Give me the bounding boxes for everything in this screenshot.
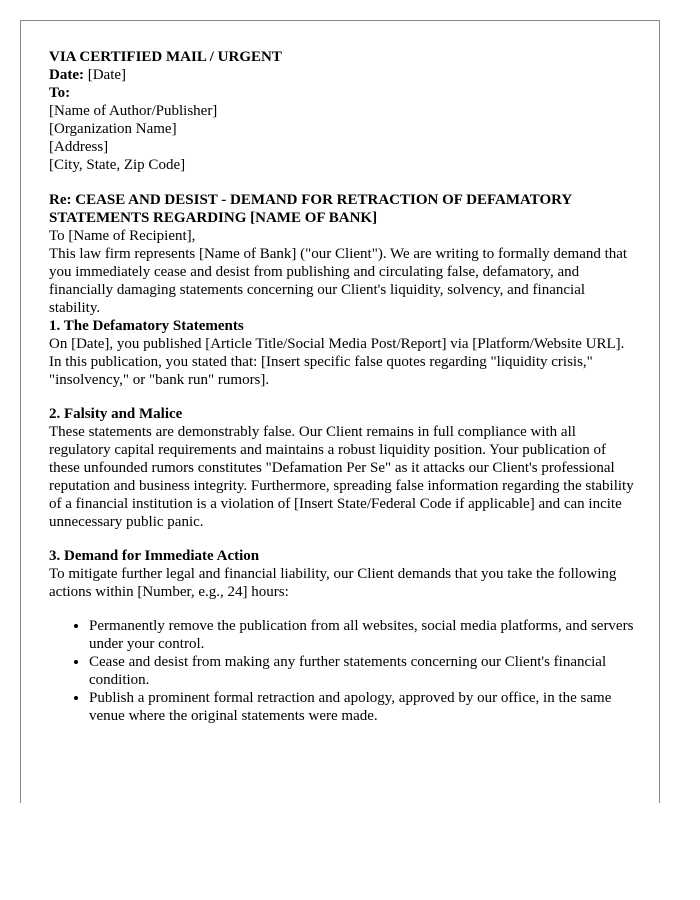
- demand-actions-list: [49, 617, 634, 725]
- letter-content: [49, 48, 634, 725]
- intro-paragraph: This law firm represents [Name of Bank] ("our Client"). We are writing to formally demand that you immediately cease and desist from publishing and circulating false, defamatory, and financially damaging statements concerning our Client's liquidity, solvency, and financial stability.: [49, 246, 628, 316]
- recipient-city-state-zip: [City, State, Zip Code]: [49, 157, 186, 173]
- to-label: To:: [49, 85, 71, 101]
- list-item: • Publish a prominent formal retraction and apology, approved by our office, in the same venue where the original statements were made.: [89, 689, 634, 725]
- date-line: [49, 66, 634, 84]
- date-value: [Date]: [87, 67, 127, 83]
- section-defamatory-statements: [49, 317, 634, 389]
- section-falsity-and-malice: [49, 405, 634, 531]
- section-title: 2. Falsity and Malice: [49, 406, 183, 422]
- section-body: On [Date], you published [Article Title/Social Media Post/Report] via [Platform/Website URL]. In this publication, you stated that: [Insert specific false quotes regarding "liquidity crisis," "insolvency," or "bank run" rumors].: [49, 336, 625, 388]
- date-label: Date:: [49, 67, 84, 83]
- section-title: 1. The Defamatory Statements: [49, 318, 244, 334]
- recipient-name: [Name of Author/Publisher]: [49, 103, 218, 119]
- recipient-address-block: [49, 84, 634, 174]
- recipient-organization: [Organization Name]: [49, 121, 177, 137]
- salutation: To [Name of Recipient],: [49, 228, 196, 244]
- section-body: To mitigate further legal and financial liability, our Client demands that you take the following actions within [Number, e.g., 24] hours:: [49, 566, 617, 600]
- section-body: These statements are demonstrably false. Our Client remains in full compliance with all regulatory capital requirements and maintains a robust liquidity position. Your publication of these unfounded rumors constitutes "Defamation Per Se" as it attacks our Client's professional reputation and business integrity. Furthermore, spreading false information regarding the stability of a financial institution is a violation of [Insert State/Federal Code if applicable] and can incite unnecessary public panic.: [49, 424, 634, 530]
- list-item: • Cease and desist from making any further statements concerning our Client's financial condition.: [89, 653, 634, 689]
- section-title: 3. Demand for Immediate Action: [49, 548, 260, 564]
- letter-header: VIA CERTIFIED MAIL / URGENT: [49, 49, 282, 65]
- section-demand-for-action: [49, 547, 634, 601]
- list-item: • Permanently remove the publication from all websites, social media platforms, and servers under your control.: [89, 617, 634, 653]
- recipient-address: [Address]: [49, 139, 109, 155]
- subject-line: Re: CEASE AND DESIST - DEMAND FOR RETRACTION OF DEFAMATORY STATEMENTS REGARDING [NAME OF BANK]: [49, 192, 572, 226]
- letter-page: [20, 20, 660, 803]
